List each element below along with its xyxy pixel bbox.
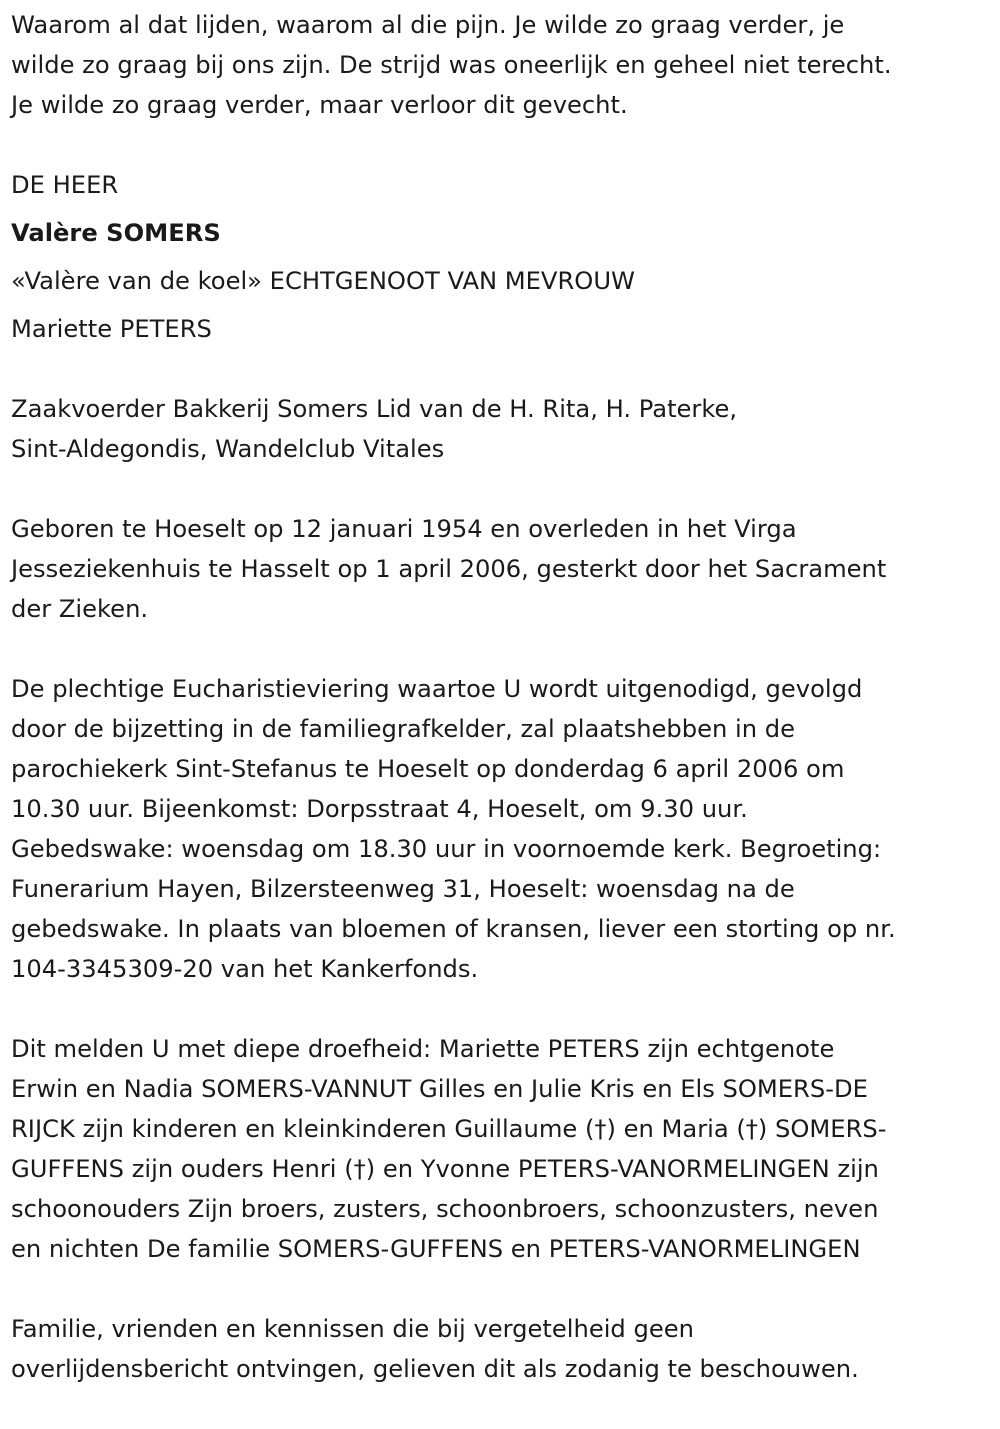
ceremony-line: 10.30 uur. Bijeenkomst: Dorpsstraat 4, Hoeselt, om 9.30 uur. xyxy=(11,795,748,823)
family-line: RIJCK zijn kinderen en kleinkinderen Guillaume (†) en Maria (†) SOMERS- xyxy=(11,1115,887,1143)
poem-paragraph xyxy=(11,5,986,125)
ceremony-line: 104-3345309-20 van het Kankerfonds. xyxy=(11,955,479,983)
birth-death-line: Geboren te Hoeselt op 12 januari 1954 en overleden in het Virga xyxy=(11,515,797,543)
closing-line: Familie, vrienden en kennissen die bij vergetelheid geen xyxy=(11,1315,694,1343)
deceased-block xyxy=(11,165,986,349)
family-line: GUFFENS zijn ouders Henri (†) en Yvonne PETERS-VANORMELINGEN zijn xyxy=(11,1155,879,1183)
occupation-line: Zaakvoerder Bakkerij Somers Lid van de H. Rita, H. Paterke, xyxy=(11,395,738,423)
family-line: en nichten De familie SOMERS-GUFFENS en PETERS-VANORMELINGEN xyxy=(11,1235,861,1263)
family-paragraph xyxy=(11,1029,986,1269)
occupation-line: Sint-Aldegondis, Wandelclub Vitales xyxy=(11,435,445,463)
ceremony-line: parochiekerk Sint-Stefanus te Hoeselt op donderdag 6 april 2006 om xyxy=(11,755,845,783)
closing-paragraph xyxy=(11,1309,986,1389)
obituary-text xyxy=(11,5,986,1429)
spouse-name: Mariette PETERS xyxy=(11,315,212,343)
ceremony-paragraph xyxy=(11,669,986,989)
ceremony-line: Gebedswake: woensdag om 18.30 uur in voornoemde kerk. Begroeting: xyxy=(11,835,882,863)
ceremony-line: Funerarium Hayen, Bilzersteenweg 31, Hoeselt: woensdag na de xyxy=(11,875,795,903)
poem-line: wilde zo graag bij ons zijn. De strijd was oneerlijk en geheel niet terecht. xyxy=(11,51,892,79)
birth-death-line: der Zieken. xyxy=(11,595,149,623)
ceremony-line: door de bijzetting in de familiegrafkelder, zal plaatshebben in de xyxy=(11,715,795,743)
birth-death-line: Jesseziekenhuis te Hasselt op 1 april 2006, gesterkt door het Sacrament xyxy=(11,555,887,583)
ceremony-line: gebedswake. In plaats van bloemen of kransen, liever een storting op nr. xyxy=(11,915,896,943)
poem-line: Waarom al dat lijden, waarom al die pijn. Je wilde zo graag verder, je xyxy=(11,11,845,39)
deceased-name: Valère SOMERS xyxy=(11,219,221,247)
family-line: Erwin en Nadia SOMERS-VANNUT Gilles en Julie Kris en Els SOMERS-DE xyxy=(11,1075,868,1103)
ceremony-line: De plechtige Eucharistieviering waartoe U wordt uitgenodigd, gevolgd xyxy=(11,675,863,703)
closing-line: overlijdensbericht ontvingen, gelieven dit als zodanig te beschouwen. xyxy=(11,1355,859,1383)
nickname-line: «Valère van de koel» ECHTGENOOT VAN MEVROUW xyxy=(11,267,635,295)
family-line: Dit melden U met diepe droefheid: Mariette PETERS zijn echtgenote xyxy=(11,1035,835,1063)
birth-death-paragraph xyxy=(11,509,986,629)
occupation-paragraph xyxy=(11,389,986,469)
honorific: DE HEER xyxy=(11,171,119,199)
family-line: schoonouders Zijn broers, zusters, schoonbroers, schoonzusters, neven xyxy=(11,1195,879,1223)
poem-line: Je wilde zo graag verder, maar verloor dit gevecht. xyxy=(11,91,628,119)
